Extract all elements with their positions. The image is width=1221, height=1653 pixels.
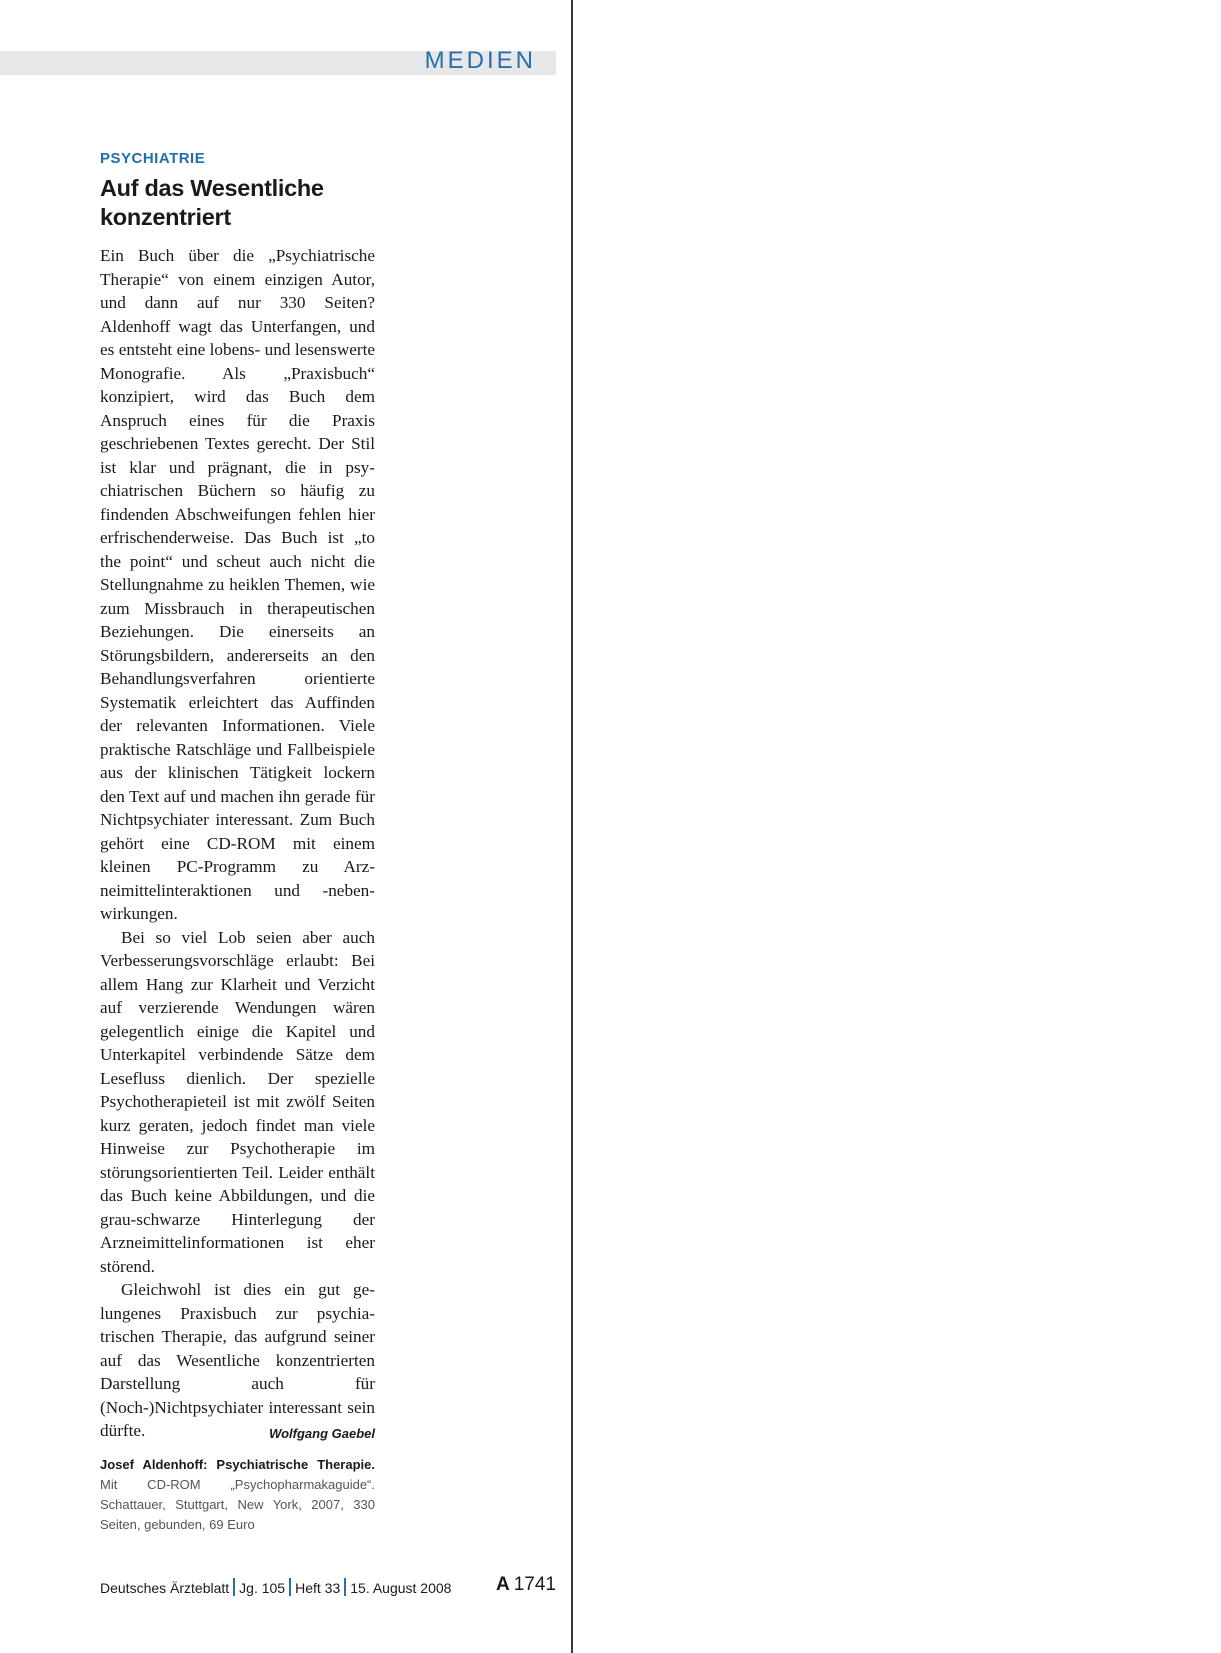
article-kicker: PSYCHIATRIE (100, 150, 206, 167)
section-label: MEDIEN (424, 47, 536, 74)
article (100, 150, 375, 1535)
page-number (496, 1575, 556, 1595)
article-paragraph-1: Ein Buch über die „Psychiatrische Therapie“ von einem einzigen Autor, und dann auf nur 330 Seiten? Aldenhoff wagt das Unterfangen, und es entsteht eine lobens- und lesenswerte Monografie. Als „Praxisbuch“ konzipiert, wird das Buch dem Anspruch eines für die Praxis geschriebenen Textes gerecht. Der Stil ist klar und prägnant, die in psychiatrischen Büchern so häufig zu findenden Abschweifungen fehlen hier erfrischenderweise. Das Buch ist „to the point“ und scheut auch nicht die Stellungnahme zu heiklen Themen, wie zum Missbrauch in therapeutischen Beziehungen. Die einerseits an Störungsbildern, andererseits an den Behandlungsverfahren orientierte Systematik erleichtert das Auffinden der relevanten Informationen. Viele praktische Ratschläge und Fallbeispiele aus der klinischen Tätigkeit lockern den Text auf und machen ihn gerade für Nichtpsychiater interessant. Zum Buch gehört eine CD-ROM mit einem kleinen PC-Programm zu Arzneimittelinteraktionen und -nebenwirkungen. (100, 246, 375, 923)
footer-separator (289, 1578, 291, 1596)
article-paragraph-3-text: Gleichwohl ist dies ein gut gelungenes Praxisbuch zur psychiatrischen Therapie, das aufgrund seiner auf das Wesentliche konzentrierten Darstellung auch für (Noch-)Nichtpsychiater interessant sein dürfte. (100, 1280, 375, 1440)
book-title: Josef Aldenhoff: Psychiatrische Therapie. (100, 1456, 375, 1472)
footer-separator (233, 1578, 235, 1596)
article-body (100, 244, 375, 1443)
footer-date: 15. August 2008 (350, 1580, 452, 1596)
footer-separator (344, 1578, 346, 1596)
article-paragraph-2: Bei so viel Lob seien aber auch Verbesserungsvorschläge erlaubt: Bei allem Hang zur Klarheit und Verzicht auf verzierende Wendungen wären gelegentlich einige die Kapitel und Unterkapitel verbindende Sätze dem Lesefluss dienlich. Der spezielle Psychotherapieteil ist mit zwölf Seiten kurz geraten, jedoch findet man viele Hinweise zur Psychotherapie im störungsorientierten Teil. Leider enthält das Buch keine Abbildungen, und die grau-schwarze Hinterlegung der Arzneimittelinformationen ist eher störend. (100, 927, 375, 1276)
book-info (100, 1455, 375, 1535)
footer-journal: Deutsches Ärzteblatt (100, 1580, 230, 1596)
headline-line-1: Auf das Wesentliche (100, 175, 324, 201)
book-details: Mit CD-ROM „Psychopharmakaguide“. Schattauer, Stuttgart, New York, 2007, 330 Seiten, gebunden, 69 Euro (100, 1476, 375, 1532)
page-prefix: A (495, 1574, 510, 1595)
headline-line-2: konzentriert (100, 204, 231, 230)
article-author: Wolfgang Gaebel (269, 1426, 375, 1441)
article-headline (100, 174, 375, 232)
footer-issue: Heft 33 (295, 1580, 341, 1596)
page-footer (100, 1574, 556, 1598)
column-divider (571, 0, 573, 1653)
page-number-value: 1741 (513, 1574, 556, 1595)
section-header-bar (0, 47, 556, 75)
footer-volume: Jg. 105 (239, 1580, 286, 1596)
article-paragraph-3 (100, 1278, 375, 1443)
